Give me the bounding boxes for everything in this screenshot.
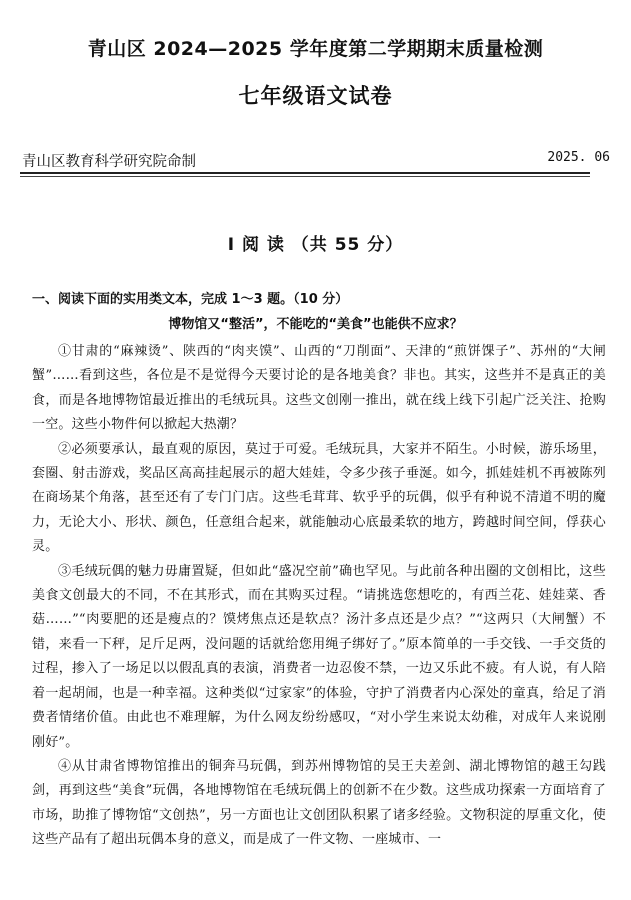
header-divider-thin [20,176,590,177]
paragraph-3: ③毛绒玩偶的魅力毋庸置疑，但如此“盛况空前”确也罕见。与此前各种出圈的文创相比，这些美食文创最大的不同，不在其形式，而在其购买过程。“请挑选您想吃的，有西兰花、娃娃菜、香菇……”“肉要肥的还是瘦点的？馍烤焦点还是软点？汤汁多点还是少点？”“这两只（大闸蟹）不错，来看一下秤，足斤足两，没问题的话就给您用绳子绑好了。”原本简单的一手交钱、一手交货的过程，掺入了一场足以以假乱真的表演，消费者一边忍俊不禁，一边又乐此不疲。有人说，有人陪着一起胡闹，也是一种幸福。这种类似“过家家”的体验，守护了消费者内心深处的童真，给足了消费者情绪价值。由此也不难理解，为什么网友纷纷感叹，“对小学生来说太幼稚，对成年人来说刚刚好”。 [32,563,606,750]
issuer: 青山区教育科学研究院命制 [22,154,196,170]
exam-date: 2025. 06 [547,150,610,165]
exam-subtitle: 七年级语文试卷 [238,84,393,108]
issuer-row [22,150,610,172]
paragraph-1: ①甘肃的“麻辣烫”、陕西的“肉夹馍”、山西的“刀削面”、天津的“煎饼馃子”、苏州的“大闸蟹”……看到这些，各位是不是觉得今天要讨论的是各地美食？非也。其实，这些并不是真正的美食，而是各地博物馆最近推出的毛绒玩具。这些文创刚一推出，就在线上线下引起广泛关注、抢购一空。这些小物件何以掀起大热潮？ [32,344,606,433]
header-divider [20,172,590,174]
question-heading: 一、阅读下面的实用类文本，完成 1～3 题。（10 分） [32,292,349,307]
article-body [32,340,606,853]
paragraph-4: ④从甘肃省博物馆推出的铜奔马玩偶，到苏州博物馆的吴王夫差剑、湖北博物馆的越王勾践剑，再到这些“美食”玩偶，各地博物馆在毛绒玩偶上的创新不在少数。这些成功探索一方面培育了市场，助推了博物馆“文创热”，另一方面也让文创团队积累了诸多经验。文物积淀的厚重文化，使这些产品有了超出玩偶本身的意义，而是成了一件文物、一座城市、一 [32,758,606,848]
exam-title: 青山区 2024—2025 学年度第二学期期末质量检测 [87,38,544,60]
paragraph-2: ②必须要承认，最直观的原因，莫过于可爱。毛绒玩具，大家并不陌生。小时候，游乐场里，套圈、射击游戏，奖品区高高挂起展示的超大娃娃，令多少孩子垂涎。如今，抓娃娃机不再被陈列在商场某个角落，甚至还有了专门门店。这些毛茸茸、软乎乎的玩偶，似乎有种说不清道不明的魔力，无论大小、形状、颜色，任意组合起来，就能触动心底最柔软的地方，跨越时间空间，俘获心灵。 [32,441,606,555]
article-title: 博物馆又“整活”，不能吃的“美食”也能供不应求？ [168,317,463,332]
section-heading: I 阅 读 （共 55 分） [227,235,404,255]
